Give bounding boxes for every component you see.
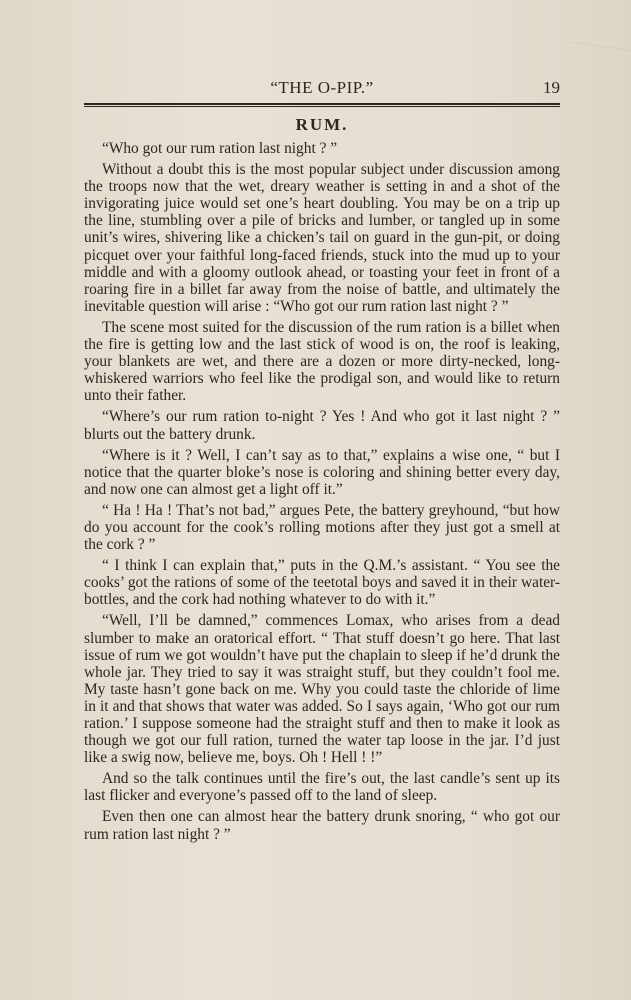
- page-corner-fold: [571, 0, 631, 51]
- paragraph: “Where’s our rum ration to-night ? Yes ! And who got it last night ? ” blurts out the battery drunk.: [84, 408, 560, 443]
- paragraph: The scene most suited for the discussion of the rum ration is a billet when the fire is getting low and the last stick of wood is on, the roof is leaking, your blankets are wet, and there are a dozen or more dirty-necked, long-whiskered warriors who feel like the prodigal son, and would like to return unto their father.: [84, 318, 560, 405]
- paragraph: “ I think I can explain that,” puts in the Q.M.’s assistant. “ You see the cooks’ got the rations of some of the teetotal boys and saved it in their water-bottles, and the cork had nothing whatever to do with it.”: [84, 557, 560, 609]
- paragraph: “Who got our rum ration last night ? ”: [102, 140, 338, 157]
- paragraph: And so the talk continues until the fire’s out, the last candle’s sent up its last flicker and everyone’s passed off to the land of sleep.: [84, 770, 560, 805]
- running-header: [84, 76, 560, 102]
- article-body: [84, 140, 560, 847]
- page-number: 19: [543, 78, 560, 97]
- header-rule: [84, 103, 560, 107]
- article-title: RUM.: [295, 115, 349, 134]
- paragraph: “Where is it ? Well, I can’t say as to that,” explains a wise one, “ but I notice that the quarter bloke’s nose is coloring and shining better every day, and now one can almost get a light off it.”: [84, 446, 560, 498]
- paragraph: “ Ha ! Ha ! That’s not bad,” argues Pete, the battery greyhound, “but how do you account for the cook’s rolling motions after they just got a smell at the cork ? ”: [84, 501, 560, 554]
- paragraph: “Well, I’ll be damned,” commences Lomax, who arises from a dead slumber to make an oratorical effort. “ That stuff doesn’t go here. That last issue of rum we got wouldn’t have put the chaplain to sleep if he’d drunk the whole jar. They tried to say it was straight stuff, but they couldn’t fool me. My taste hasn’t gone back on me. Why you could taste the chloride of lime in it and that shows that water was added. So I says again, ‘Who got our rum ration.’ I suppose someone had the straight stuff and then to make it look as though we got our full ration, turned the water tap loose in the jar. I’d just like a swig now, believe me, boys. Oh ! Hell ! !”: [84, 612, 560, 767]
- paragraph: Even then one can almost hear the battery drunk snoring, “ who got our rum ration last night ? ”: [84, 808, 560, 843]
- running-title: “THE O-PIP.”: [270, 78, 374, 97]
- paragraph: Without a doubt this is the most popular subject under discussion among the troops now that the wet, dreary weather is setting in and a shot of the invigorating juice would set one’s heart doubling. You may be on a trip up the line, stumbling over a pile of bricks and lumber, or tangled up in some unit’s wires, shivering like a chicken’s tail on guard in the gun-pit, or doing picquet over your faithful long-faced friends, stuck into the mud up to your middle and with a gloomy outlook ahead, or toasting your feet in front of a roaring fire in a billet far away from the noise of battle, and ultimately the inevitable question will arise : “Who got our rum ration last night ? ”: [84, 161, 560, 315]
